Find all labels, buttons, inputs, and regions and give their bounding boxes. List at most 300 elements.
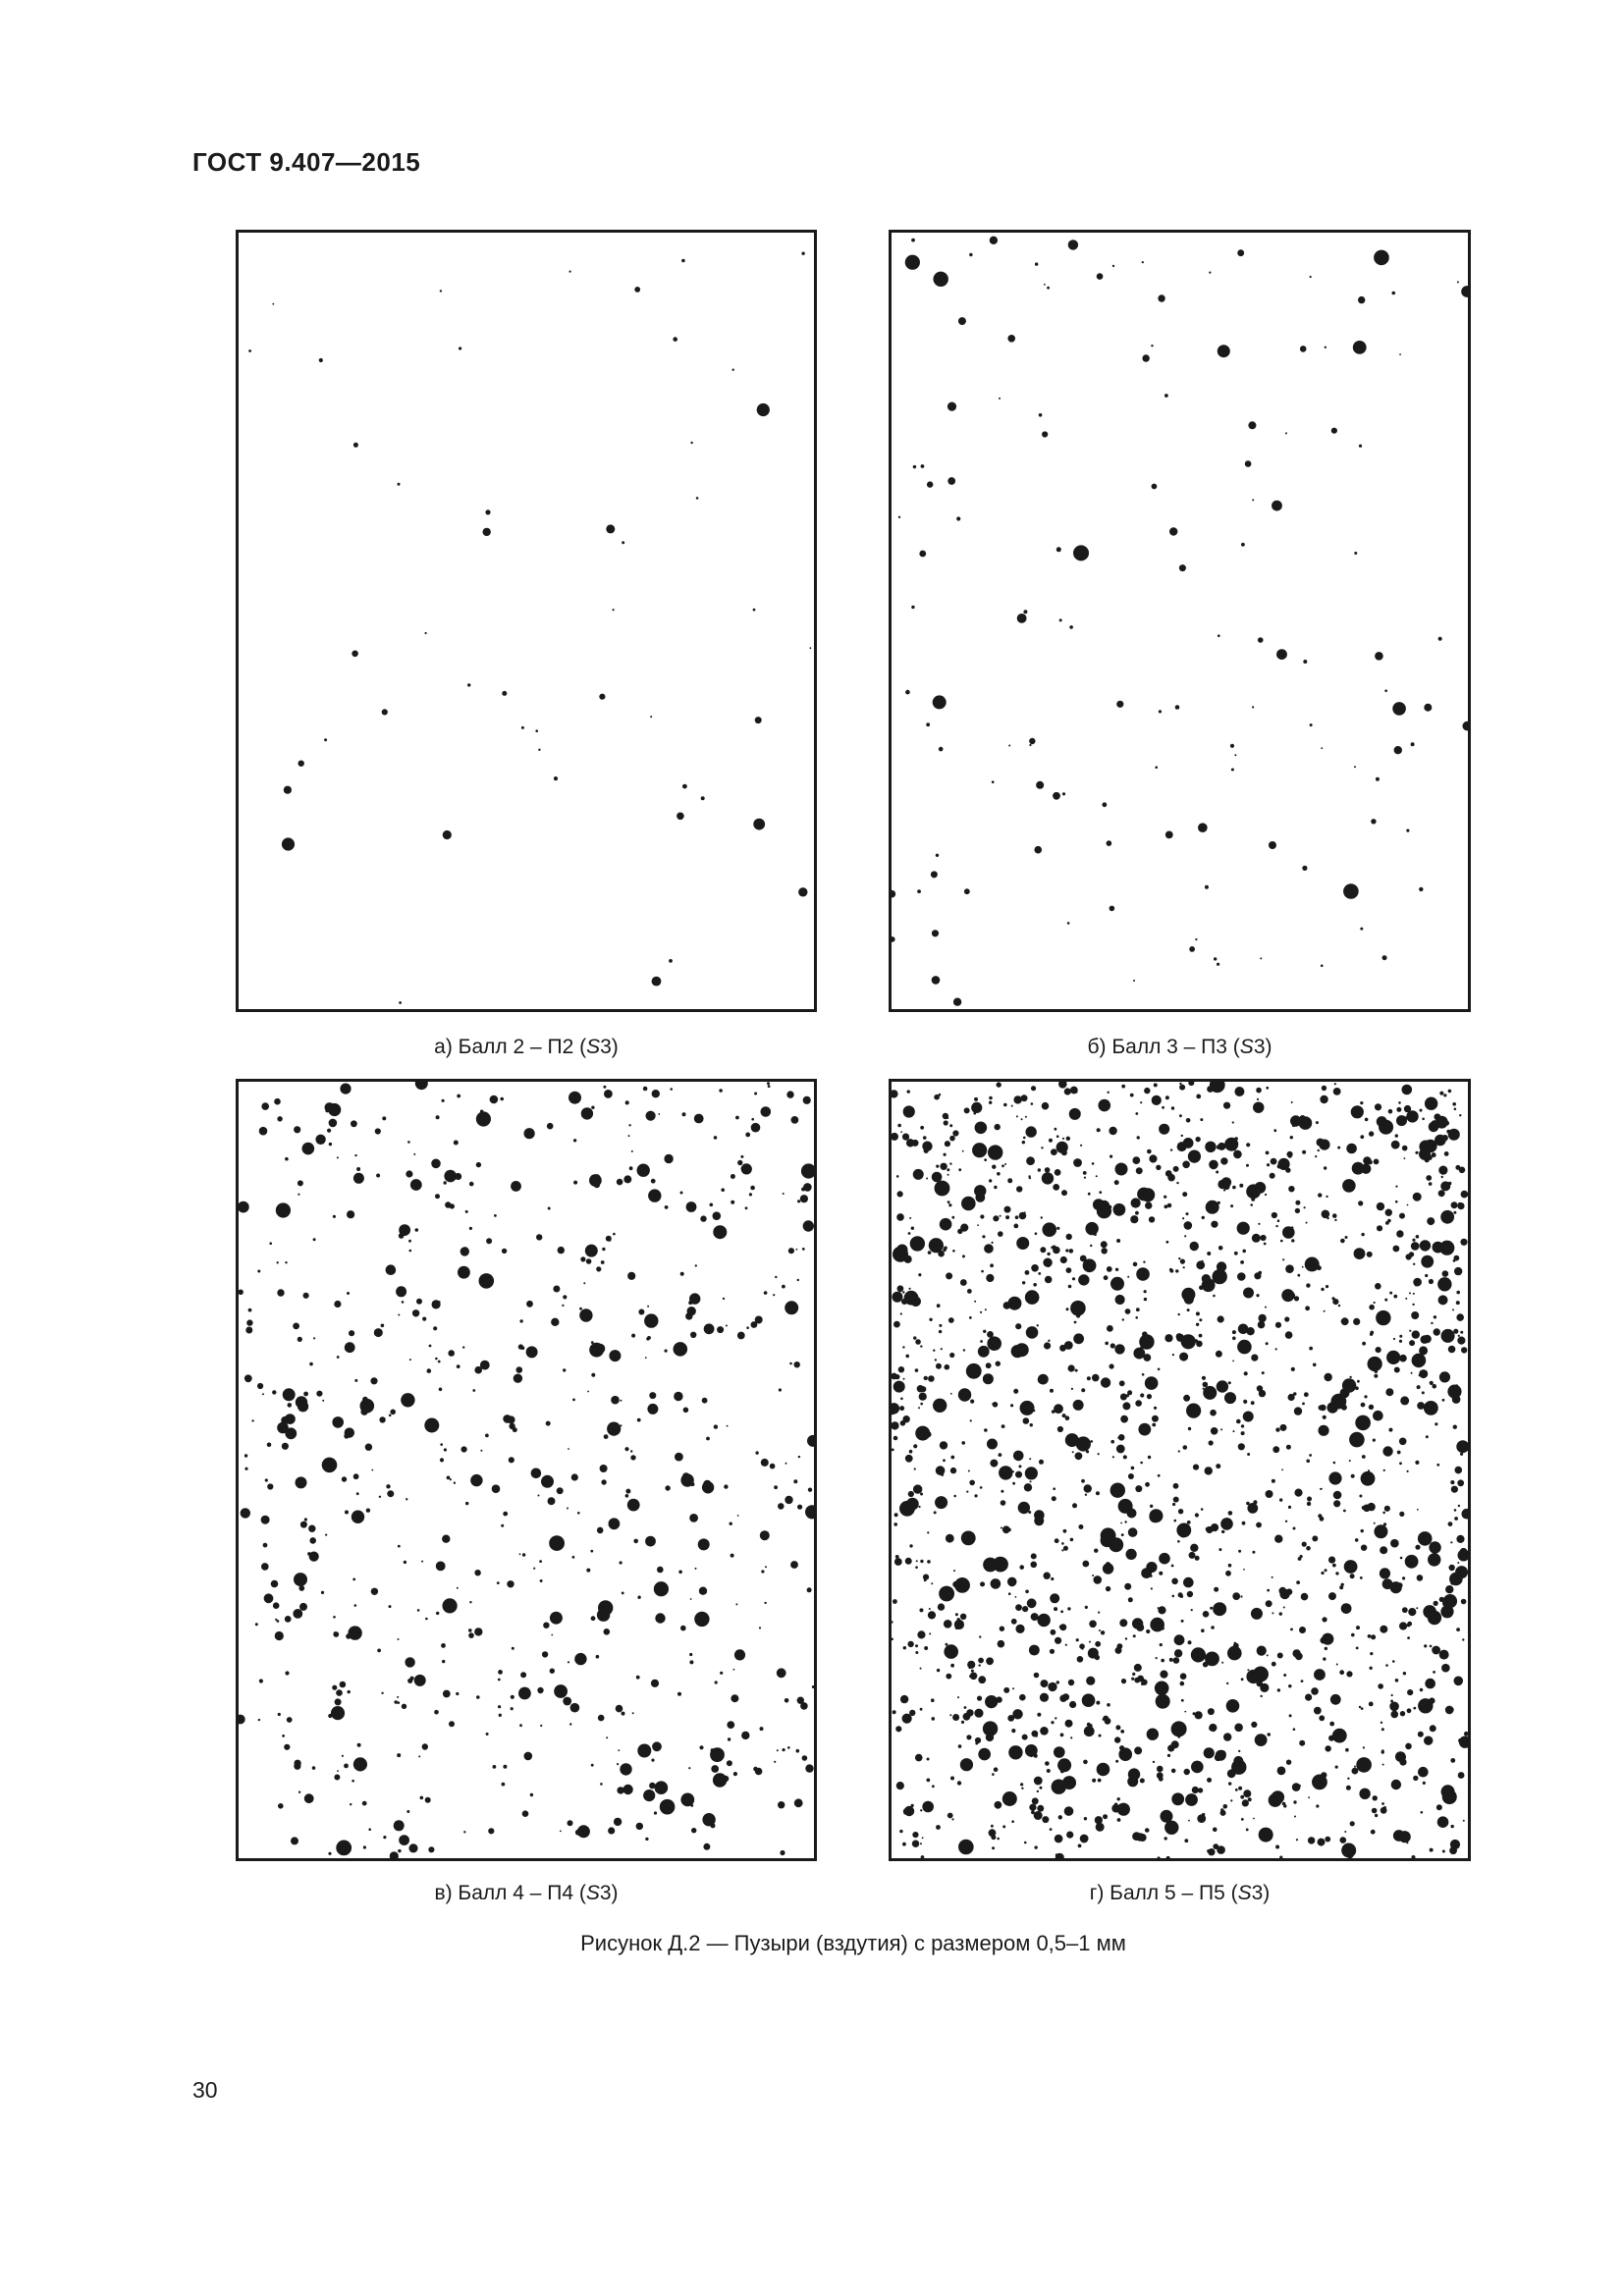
- blister-dot: [1387, 1219, 1391, 1223]
- blister-dot: [1066, 1308, 1069, 1310]
- page-number: 30: [192, 2077, 218, 2103]
- blister-dot: [1351, 1474, 1355, 1478]
- blister-dot: [476, 1695, 480, 1699]
- blister-dot: [721, 1188, 725, 1192]
- blister-dot: [1462, 1638, 1464, 1640]
- blister-dot: [1399, 353, 1401, 355]
- blister-dot: [892, 1133, 898, 1141]
- blister-dot: [936, 1165, 939, 1168]
- blister-dot: [511, 1181, 521, 1192]
- blister-dot: [681, 259, 685, 263]
- blister-dot: [1040, 1693, 1049, 1702]
- blister-dot: [958, 1840, 974, 1855]
- blister-dot: [1061, 1549, 1063, 1551]
- blister-dot: [1166, 1856, 1170, 1858]
- blister-dot: [316, 1391, 322, 1397]
- blister-dot: [1183, 1266, 1185, 1268]
- blister-dot: [1322, 1617, 1326, 1622]
- blister-dot: [435, 1194, 440, 1199]
- blister-dot: [1090, 1245, 1092, 1247]
- blister-dot: [1448, 1565, 1454, 1571]
- blister-dot: [935, 1496, 947, 1509]
- blister-dot: [1384, 1299, 1387, 1302]
- blister-dot: [1002, 1791, 1017, 1806]
- blister-dot: [1052, 1410, 1056, 1414]
- blister-dot: [1082, 1561, 1089, 1568]
- blister-dot: [604, 1629, 611, 1635]
- blister-dot: [980, 1214, 984, 1218]
- blister-dot: [1391, 1780, 1401, 1789]
- blister-dot: [1155, 766, 1158, 769]
- blister-dot: [350, 1803, 352, 1805]
- blister-dot: [1385, 1388, 1393, 1396]
- blister-dot: [647, 1404, 658, 1415]
- blister-dot: [892, 1090, 898, 1097]
- blister-dot: [1409, 1340, 1415, 1346]
- blister-dot: [724, 1484, 728, 1488]
- blister-dot: [1349, 1376, 1351, 1378]
- blister-dot: [1159, 1572, 1163, 1575]
- blister-dot: [1144, 1088, 1150, 1094]
- blister-dot: [404, 1561, 406, 1564]
- blister-dot: [956, 516, 960, 520]
- blister-dot: [1034, 1845, 1037, 1848]
- blister-dot: [920, 1668, 922, 1670]
- blister-dot: [246, 1319, 252, 1325]
- blister-dot: [298, 1337, 302, 1342]
- blister-dot: [356, 1492, 359, 1495]
- blister-dot: [999, 1466, 1012, 1479]
- blister-dot: [1343, 883, 1359, 899]
- blister-dot: [934, 1511, 937, 1514]
- blister-dot: [374, 1328, 383, 1337]
- blister-dot: [1044, 284, 1046, 286]
- blister-dot: [974, 1709, 983, 1718]
- blister-dot: [1035, 1735, 1038, 1737]
- blister-dot: [1115, 1760, 1118, 1763]
- blister-dot: [1211, 1221, 1218, 1228]
- blister-dot: [1119, 1380, 1125, 1386]
- blister-dot: [616, 1705, 623, 1713]
- blister-dot: [283, 1388, 296, 1401]
- blister-dot: [629, 1166, 633, 1170]
- blister-dot: [1018, 1465, 1021, 1468]
- blister-dot: [1454, 1467, 1462, 1474]
- blister-dot: [974, 1185, 986, 1197]
- blister-dot: [690, 442, 692, 444]
- blister-dot: [1020, 1401, 1035, 1415]
- blister-dot: [682, 784, 687, 789]
- blister-dot: [1022, 1141, 1025, 1144]
- blister-dot: [741, 1166, 746, 1171]
- blister-dot: [405, 1657, 414, 1667]
- blister-dot: [1451, 1486, 1458, 1493]
- blister-dot: [1110, 1155, 1112, 1158]
- blister-dot: [993, 1215, 999, 1221]
- blister-dot: [1309, 1347, 1313, 1351]
- blister-dot: [785, 1463, 787, 1465]
- blister-dot: [1292, 1783, 1301, 1791]
- blister-dot: [960, 1224, 968, 1232]
- blister-dot: [581, 1107, 593, 1119]
- blister-dot: [1400, 1711, 1405, 1716]
- blister-dot: [1039, 413, 1043, 417]
- blister-dot: [1171, 1578, 1178, 1585]
- blister-dot: [614, 1818, 622, 1826]
- blister-dot: [657, 1567, 664, 1574]
- blister-dot: [1303, 660, 1307, 664]
- blister-dot: [1297, 1274, 1300, 1277]
- blister-dot: [1256, 1294, 1259, 1297]
- blister-dot: [1402, 1146, 1408, 1151]
- blister-dot: [941, 1348, 943, 1350]
- blister-dot: [805, 1764, 813, 1772]
- blister-dot: [647, 1306, 649, 1308]
- blister-dot: [335, 1698, 342, 1705]
- blister-dot: [1055, 1538, 1059, 1543]
- blister-dot: [1247, 1503, 1258, 1514]
- blister-dot: [1035, 1232, 1038, 1235]
- blister-dot: [1083, 1258, 1097, 1272]
- blister-dot: [1234, 1087, 1244, 1096]
- blister-dot: [1176, 1182, 1178, 1184]
- blister-dot: [1302, 1403, 1305, 1406]
- blister-dot: [980, 1486, 983, 1489]
- blister-dot: [998, 1453, 1001, 1457]
- blister-dot: [630, 1450, 632, 1452]
- blister-dot: [1232, 1361, 1234, 1362]
- blister-dot: [1070, 1736, 1072, 1738]
- blister-dot: [1021, 1788, 1023, 1789]
- blister-dot: [275, 1631, 284, 1640]
- blister-dot: [408, 1240, 411, 1243]
- blister-dot: [1098, 1612, 1100, 1614]
- blister-dot: [998, 1231, 1003, 1237]
- blister-dot: [1333, 1088, 1341, 1095]
- blister-dot: [498, 1670, 503, 1675]
- blister-dot: [1193, 1465, 1199, 1470]
- blister-dot: [1066, 1267, 1072, 1273]
- blister-dot: [947, 477, 955, 485]
- blister-dot: [1333, 1462, 1336, 1465]
- blister-dot: [1415, 1151, 1418, 1154]
- blister-dot: [1438, 1295, 1448, 1305]
- blister-dot: [1350, 1574, 1355, 1578]
- blister-dot: [1157, 1856, 1160, 1858]
- blister-dot: [298, 1194, 299, 1196]
- blister-dot: [389, 1415, 392, 1417]
- blister-dot: [1256, 1088, 1262, 1094]
- blister-dot: [445, 1201, 451, 1207]
- blister-dot: [699, 1745, 703, 1749]
- blister-dot: [1196, 1323, 1199, 1326]
- blister-dot: [628, 1124, 630, 1126]
- blister-dot: [390, 1851, 399, 1858]
- blister-dot: [1374, 250, 1389, 266]
- blister-dot: [892, 890, 895, 898]
- blister-dot: [1087, 1723, 1091, 1727]
- blister-dot: [245, 1327, 252, 1334]
- blister-dot: [731, 1694, 738, 1702]
- blister-dot: [1234, 1724, 1243, 1733]
- blister-dot: [431, 1159, 441, 1169]
- blister-dot: [457, 1095, 460, 1098]
- blister-dot: [1412, 1855, 1416, 1858]
- blister-dot: [1375, 1370, 1378, 1373]
- blister-dot: [1420, 1688, 1423, 1691]
- blister-dot: [1189, 1795, 1194, 1800]
- blister-dot: [669, 959, 673, 963]
- blister-dot: [1030, 1755, 1033, 1758]
- blister-dot: [1190, 1242, 1199, 1251]
- blister-dot: [1304, 1392, 1309, 1397]
- blister-dot: [921, 1855, 925, 1858]
- blister-dot: [950, 1468, 956, 1473]
- blister-dot: [429, 1345, 432, 1348]
- blister-dot: [1422, 1391, 1425, 1394]
- blister-dot: [1354, 766, 1356, 768]
- blister-dot: [1005, 1215, 1009, 1219]
- blister-dot: [1325, 1647, 1327, 1650]
- blister-dot: [1305, 1694, 1312, 1701]
- blister-dot: [398, 483, 401, 486]
- blister-dot: [516, 1366, 523, 1373]
- blister-dot: [1027, 1469, 1031, 1473]
- blister-dot: [927, 1531, 929, 1533]
- blister-dot: [1308, 1796, 1310, 1798]
- blister-dot: [608, 1827, 615, 1834]
- blister-dot: [1253, 1667, 1269, 1682]
- blister-dot: [1407, 1636, 1410, 1639]
- blister-dot: [1385, 1664, 1388, 1667]
- blister-dot: [903, 1646, 906, 1649]
- blister-dot: [1095, 1816, 1103, 1824]
- blister-dot: [1450, 1480, 1454, 1484]
- blister-dot: [1258, 1314, 1266, 1322]
- blister-dot: [797, 1279, 799, 1281]
- blister-dot: [1080, 1835, 1089, 1843]
- blister-dot: [1186, 1212, 1189, 1215]
- blister-dot: [1394, 746, 1402, 754]
- blister-dot: [454, 1482, 456, 1484]
- blister-dot: [1070, 1538, 1074, 1542]
- blister-dot: [1025, 1590, 1029, 1594]
- blister-dot: [801, 1163, 814, 1178]
- blister-dot: [652, 977, 662, 987]
- blister-dot: [1054, 1404, 1063, 1414]
- blister-dot: [1048, 1264, 1051, 1267]
- blister-dot: [668, 1803, 671, 1806]
- blister-dot: [1196, 1311, 1200, 1315]
- blister-dot: [1447, 1385, 1461, 1399]
- blister-dot: [1103, 1563, 1113, 1574]
- blister-dot: [900, 1695, 908, 1703]
- blister-dot: [1399, 1622, 1407, 1629]
- blister-dot: [939, 1330, 942, 1333]
- blister-dot: [1149, 1216, 1155, 1222]
- blister-dot: [1381, 1802, 1384, 1805]
- blister-dot: [1431, 1120, 1438, 1128]
- blister-dot: [1266, 1342, 1269, 1345]
- blister-dot: [1337, 1147, 1340, 1149]
- blister-dot: [1259, 1390, 1266, 1397]
- blister-dot: [961, 1721, 964, 1724]
- blister-dot: [1209, 1726, 1214, 1731]
- blister-dot: [1434, 1315, 1436, 1318]
- blister-dot: [1335, 1572, 1338, 1575]
- blister-dot: [1439, 1241, 1454, 1255]
- blister-dot: [440, 290, 442, 292]
- blister-dot: [1278, 1587, 1286, 1595]
- blister-dot: [1172, 1354, 1174, 1356]
- blister-dot: [1412, 1304, 1414, 1306]
- blister-dot: [1271, 1158, 1277, 1165]
- blister-dot: [340, 1682, 347, 1688]
- blister-dot: [1134, 1664, 1142, 1672]
- blister-dot: [1030, 1423, 1033, 1426]
- blister-dot: [651, 1179, 656, 1184]
- blister-dot: [1411, 1372, 1413, 1374]
- blister-dot: [443, 1690, 451, 1698]
- blister-dot: [1424, 1736, 1433, 1745]
- blister-dot: [1055, 1637, 1061, 1644]
- blister-dot: [689, 1293, 700, 1304]
- blister-dot: [1442, 1399, 1445, 1402]
- blister-dot: [633, 1539, 638, 1544]
- blister-dot: [1389, 1702, 1399, 1712]
- blister-dot: [1216, 1464, 1220, 1468]
- blister-dot: [665, 1205, 669, 1209]
- figure-title: Рисунок Д.2 — Пузыри (вздутия) с размером 0,5–1 мм: [580, 1931, 1126, 1955]
- blister-dot: [1187, 1308, 1190, 1311]
- blister-dot: [1001, 1500, 1006, 1506]
- blister-dot: [383, 1836, 386, 1839]
- blister-dot: [733, 1772, 737, 1776]
- blister-dot: [1362, 1455, 1366, 1459]
- blister-dot: [1023, 1417, 1030, 1424]
- blister-dot: [479, 1273, 495, 1289]
- blister-dot: [538, 749, 540, 751]
- blister-dot: [680, 1272, 684, 1276]
- blister-dot: [1217, 1380, 1228, 1392]
- blister-dot: [1182, 1217, 1184, 1219]
- blister-dot: [557, 1487, 564, 1494]
- blister-dot: [1127, 1276, 1129, 1278]
- blister-dot: [1240, 1260, 1244, 1264]
- blister-dot: [1095, 1641, 1101, 1647]
- blister-dot: [1038, 1168, 1041, 1171]
- blister-dot: [518, 1687, 531, 1700]
- blister-dot: [1049, 1139, 1053, 1143]
- blister-dot: [970, 1400, 974, 1404]
- blister-dot: [1051, 1721, 1054, 1724]
- blister-dot: [946, 1534, 954, 1543]
- blister-dot: [1122, 1318, 1124, 1320]
- blister-dot: [410, 1179, 422, 1191]
- blister-dot: [1398, 1101, 1401, 1104]
- blister-dot: [1242, 1799, 1249, 1806]
- blister-dot: [244, 1468, 247, 1470]
- blister-dot: [439, 1388, 443, 1392]
- blister-dot: [1277, 1688, 1280, 1691]
- blister-dot: [568, 1661, 569, 1663]
- blister-dot: [1275, 1225, 1277, 1227]
- blister-dot: [1333, 1500, 1340, 1507]
- blister-dot: [1116, 701, 1123, 708]
- blister-dot: [982, 1235, 985, 1238]
- blister-dot: [1272, 1612, 1273, 1614]
- blister-dot: [1454, 1108, 1457, 1111]
- blister-dot: [702, 1398, 708, 1404]
- blister-dot: [1096, 1175, 1098, 1177]
- blister-dot: [983, 1330, 986, 1333]
- blister-dot: [1019, 1694, 1026, 1701]
- blister-dot: [896, 1213, 904, 1221]
- blister-dot: [1177, 1735, 1180, 1738]
- blister-dot: [1275, 1348, 1277, 1350]
- blister-dot: [1181, 1334, 1196, 1349]
- blister-dot: [1188, 1150, 1201, 1163]
- blister-dot: [1122, 1402, 1130, 1410]
- blister-dot: [1092, 1374, 1100, 1382]
- blister-dot: [1428, 1553, 1440, 1566]
- blister-dot: [1034, 1673, 1040, 1679]
- blister-dot: [1118, 1499, 1133, 1514]
- blister-dot: [1139, 1334, 1154, 1349]
- blister-dot: [727, 1721, 734, 1729]
- blister-dot: [1181, 1288, 1195, 1302]
- blister-dot: [1461, 1191, 1468, 1199]
- blister-dot: [618, 1749, 620, 1751]
- blister-dot: [550, 1669, 555, 1674]
- blister-dot: [1015, 1596, 1017, 1598]
- blister-dot: [798, 1456, 800, 1458]
- blister-dot: [1235, 1789, 1238, 1791]
- blister-dot: [988, 1145, 1002, 1159]
- blister-dot: [755, 717, 762, 723]
- blister-dot: [926, 722, 930, 726]
- blister-dot: [1121, 1085, 1125, 1089]
- blister-dot: [1039, 1460, 1044, 1465]
- blister-dot: [1148, 1456, 1151, 1459]
- blister-dot: [1458, 1505, 1460, 1507]
- blister-dot: [1376, 1310, 1390, 1325]
- blister-dot: [691, 1206, 694, 1209]
- blister-dot: [761, 1459, 769, 1467]
- blister-dot: [962, 1255, 965, 1257]
- blister-dot: [1370, 1652, 1373, 1655]
- blister-dot: [1015, 1604, 1022, 1611]
- blister-dot: [1334, 1083, 1336, 1085]
- blister-dot: [773, 1294, 775, 1296]
- blister-dot: [1029, 738, 1035, 744]
- blister-dot: [1458, 1202, 1462, 1206]
- blister-dot: [1034, 1754, 1038, 1758]
- blister-dot: [788, 1248, 794, 1254]
- blister-dot: [1380, 1722, 1382, 1724]
- blister-dot: [1286, 1151, 1292, 1157]
- blister-dot: [1165, 1170, 1172, 1177]
- blister-dot: [607, 1422, 621, 1436]
- blister-dot: [1145, 1828, 1150, 1833]
- blister-dot: [996, 1082, 1001, 1087]
- blister-dot: [267, 1443, 272, 1448]
- blister-dot: [927, 1758, 930, 1761]
- blister-dot: [1344, 1831, 1346, 1833]
- blister-dot: [1302, 1150, 1306, 1154]
- blister-dot: [277, 1261, 279, 1263]
- blister-dot: [1407, 1689, 1413, 1695]
